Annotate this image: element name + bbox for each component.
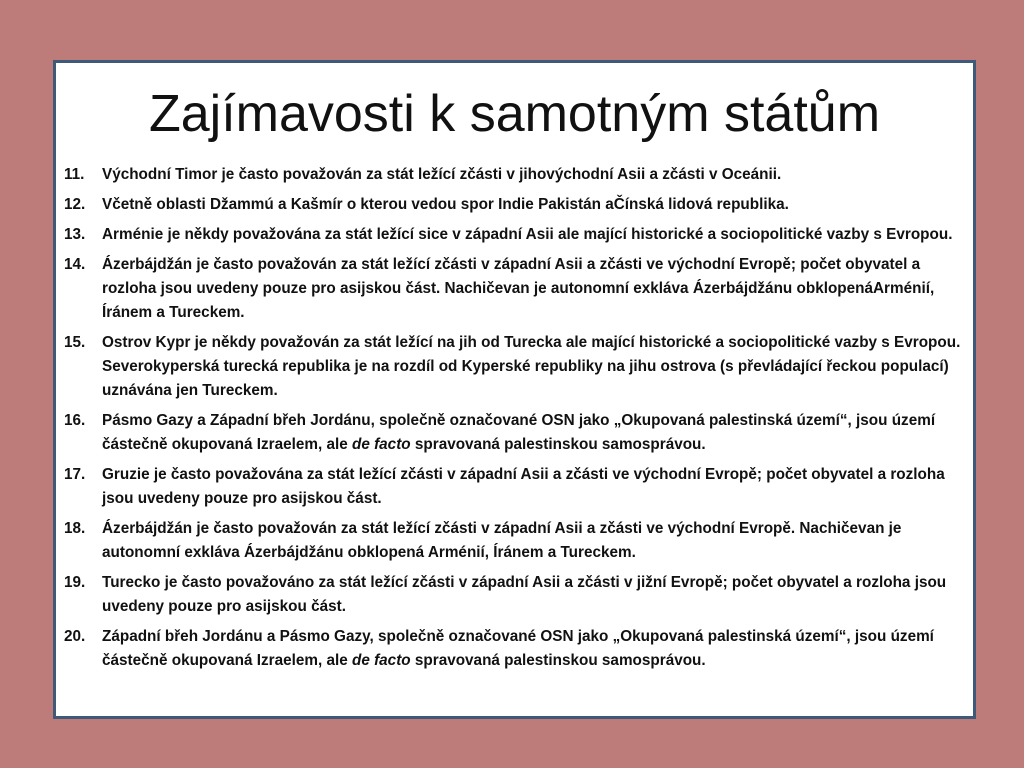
slide-title: Zajímavosti k samotným státům bbox=[148, 85, 881, 143]
list-item bbox=[64, 517, 976, 565]
list-item bbox=[64, 625, 976, 673]
text-run: Východní Timor je často považován za stát ležící zčásti v jihovýchodní Asii a zčásti v Oceánii. bbox=[102, 166, 782, 183]
list-item-number: 19. bbox=[64, 574, 86, 591]
list-item-number: 20. bbox=[64, 628, 86, 645]
list-item-number: 15. bbox=[64, 334, 86, 351]
text-run: spravovaná palestinskou samosprávou. bbox=[410, 652, 706, 669]
slide-panel bbox=[53, 60, 976, 719]
list-item bbox=[64, 163, 976, 187]
footnote-list bbox=[64, 163, 976, 679]
list-item-text bbox=[102, 409, 976, 457]
list-item-number: 12. bbox=[64, 196, 86, 213]
text-run: spravovaná palestinskou samosprávou. bbox=[410, 436, 706, 453]
text-run: Ostrov Kypr je někdy považován za stát ležící na jih od Turecka ale mající historické a sociopolitické vazby s Evropou. Severokyperská turecká republika je na rozdíl od Kyperské republiky na jihu ostrova (s převládající řeckou populací) uznávána jen Tureckem. bbox=[102, 334, 961, 399]
text-run: Západní břeh Jordánu a Pásmo Gazy, společně označované OSN jako „Okupovaná palestinská území“, jsou území částečně okupovaná Izraelem, ale bbox=[102, 628, 934, 669]
list-item-text bbox=[102, 625, 976, 673]
text-run: Arménie je někdy považována za stát ležící sice v západní Asii ale mající historické a sociopolitické vazby s Evropou. bbox=[102, 226, 953, 243]
list-item-text bbox=[102, 571, 976, 619]
list-item bbox=[64, 409, 976, 457]
list-item bbox=[64, 571, 976, 619]
list-item-number: 16. bbox=[64, 412, 86, 429]
text-run: Ázerbájdžán je často považován za stát ležící zčásti v západní Asii a zčásti ve východní Evropě. Nachičevan je autonomní exkláva Ázerbájdžánu obklopená Arménií, Íránem a Tureckem. bbox=[102, 520, 902, 561]
list-item bbox=[64, 331, 976, 403]
list-item-number: 14. bbox=[64, 256, 86, 273]
italic-text: de facto bbox=[351, 436, 411, 453]
list-item bbox=[64, 193, 976, 217]
list-item-text bbox=[102, 253, 976, 325]
list-item-text bbox=[102, 331, 976, 403]
list-item-text bbox=[102, 463, 976, 511]
list-item-number: 17. bbox=[64, 466, 86, 483]
list-item bbox=[64, 253, 976, 325]
list-item-number: 18. bbox=[64, 520, 86, 537]
list-item-text bbox=[102, 223, 976, 247]
text-run: Včetně oblasti Džammú a Kašmír o kterou vedou spor Indie Pakistán aČínská lidová republika. bbox=[102, 196, 789, 213]
list-item bbox=[64, 463, 976, 511]
list-item-number: 13. bbox=[64, 226, 86, 243]
text-run: Pásmo Gazy a Západní břeh Jordánu, společně označované OSN jako „Okupovaná palestinská území“, jsou území částečně okupovaná Izraelem, ale bbox=[102, 412, 936, 453]
text-run: Ázerbájdžán je často považován za stát ležící zčásti v západní Asii a zčásti ve východní Evropě; počet obyvatel a rozloha jsou uvedeny pouze pro asijskou část. Nachičevan je autonomní exkláva Ázerbájdžánu obklopenáArménií, Íránem a Tureckem. bbox=[102, 256, 935, 321]
list-item bbox=[64, 223, 976, 247]
list-item-text bbox=[102, 193, 976, 217]
list-item-number: 11. bbox=[64, 166, 85, 183]
list-item-text bbox=[102, 517, 976, 565]
italic-text: de facto bbox=[351, 652, 411, 669]
text-run: Gruzie je často považována za stát ležící zčásti v západní Asii a zčásti ve východní Evropě; počet obyvatel a rozloha jsou uvedeny pouze pro asijskou část. bbox=[102, 466, 945, 507]
text-run: Turecko je často považováno za stát ležící zčásti v západní Asii a zčásti v jižní Evropě; počet obyvatel a rozloha jsou uvedeny pouze pro asijskou část. bbox=[102, 574, 947, 615]
list-item-text bbox=[102, 163, 976, 187]
